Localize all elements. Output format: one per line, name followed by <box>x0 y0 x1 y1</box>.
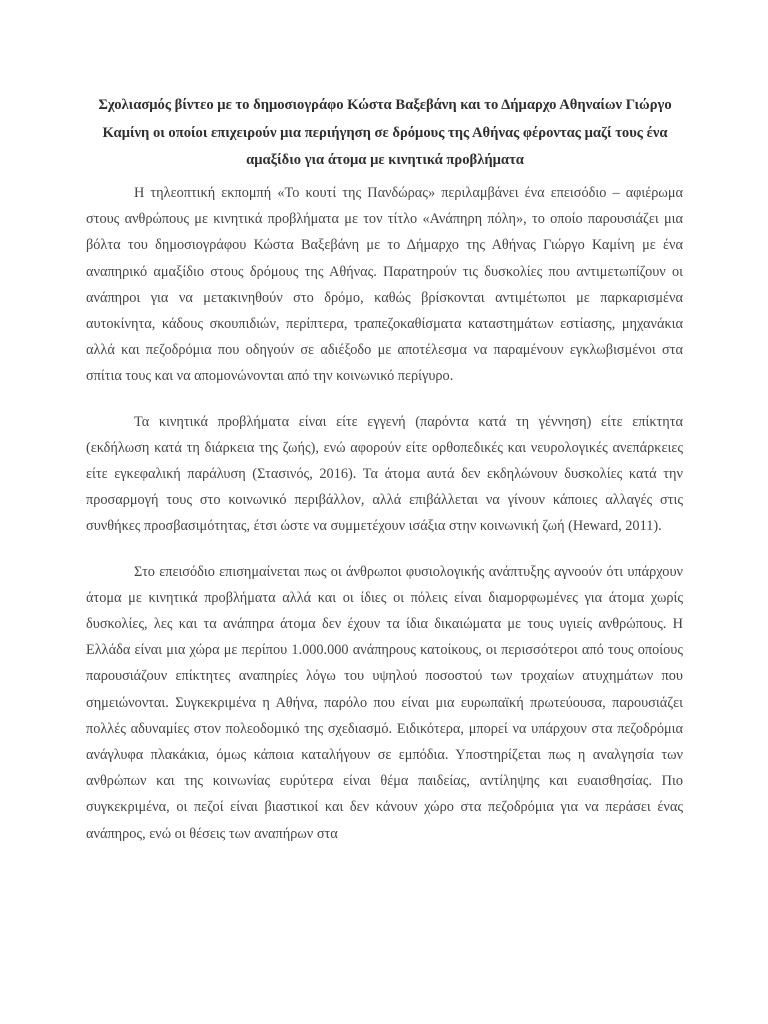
paragraph-3: Στο επεισόδιο επισημαίνεται πως οι άνθρωποι φυσιολογικής ανάπτυξης αγνοούν ότι υπάρχουν άτομα με κινητικά προβλήματα αλλά και οι ίδιες οι πόλεις είναι διαμορφωμένες για άτομα χωρίς δυσκολίες, λες και τα ανάπηρα άτομα δεν έχουν τα ίδια δικαιώματα με τους υγιείς ανθρώπους. Η Ελλάδα είναι μια χώρα με περίπου 1.000.000 ανάπηρους κατοίκους, οι περισσότεροι από τους οποίους παρουσιάζουν επίκτητες αναπηρίες λόγω του υψηλού ποσοστού των τροχαίων ατυχημάτων που σημειώνονται. Συγκεκριμένα η Αθήνα, παρόλο που είναι μια ευρωπαϊκή πρωτεύουσα, παρουσιάζει πολλές αδυναμίες στον πολεοδομικό της σχεδιασμό. Ειδικότερα, μπορεί να υπάρχουν στα πεζοδρόμια ανάγλυφα πλακάκια, όμως κάποια καταλήγουν σε εμπόδια. Υποστηρίζεται πως η αναλγησία των ανθρώπων και της κοινωνίας ευρύτερα είναι θέμα παιδείας, αντίληψης και ευαισθησίας. Πιο συγκεκριμένα, οι πεζοί είναι βιαστικοί και δεν κάνουν χώρο στα πεζοδρόμια για να περάσει ένας ανάπηρος, ενώ οι θέσεις των αναπήρων στα <box>86 563 683 842</box>
document-title: Σχολιασμός βίντεο με το δημοσιογράφο Κώστα Βαξεβάνη και το Δήμαρχο Αθηναίων Γιώργο Καμίνη οι οποίοι επιχειρούν μια περιήγηση σε δρόμους της Αθήνας φέροντας μαζί τους ένα αμαξίδιο για άτομα με κινητικά προβλήματα <box>98 97 672 168</box>
document-body <box>86 180 683 847</box>
paragraph-1: Η τηλεοπτική εκπομπή «Το κουτί της Πανδώρας» περιλαμβάνει ένα επεισόδιο – αφιέρωμα στους ανθρώπους με κινητικά προβλήματα με τον τίτλο «Ανάπηρη πόλη», το οποίο παρουσιάζει μια βόλτα του δημοσιογράφου Κώστα Βαξεβάνη με το Δήμαρχο της Αθήνας Γιώργο Καμίνη με ένα αναπηρικό αμαξίδιο στους δρόμους της Αθήνας. Παρατηρούν τις δυσκολίες που αντιμετωπίζουν οι ανάπηροι για να μετακινηθούν στο δρόμο, καθώς βρίσκονται αντιμέτωποι με παρκαρισμένα αυτοκίνητα, κάδους σκουπιδιών, περίπτερα, τραπεζοκαθίσματα καταστημάτων εστίασης, μηχανάκια αλλά και πεζοδρόμια που οδηγούν σε αδιέξοδο με αποτέλεσμα να παραμένουν εγκλωβισμένοι στα σπίτια τους και να απομονώνονται από την κοινωνικό περίγυρο. <box>86 185 683 385</box>
paragraph-2: Τα κινητικά προβλήματα είναι είτε εγγενή (παρόντα κατά τη γέννηση) είτε επίκτητα (εκδήλωση κατά τη διάρκεια της ζωής), ενώ αφορούν είτε ορθοπεδικές και νευρολογικές ανεπάρκειες είτε εγκεφαλική παράλυση (Στασινός, 2016). Τα άτομα αυτά δεν εκδηλώνουν δυσκολίες κατά την προσαρμογή τους στο κοινωνικό περιβάλλον, αλλά επιβάλλεται να γίνουν κάποιες αλλαγές στις συνθήκες προσβασιμότητας, έτσι ώστε να συμμετέχουν ισάξια στην κοινωνική ζωή (Heward, 2011). <box>86 413 683 535</box>
